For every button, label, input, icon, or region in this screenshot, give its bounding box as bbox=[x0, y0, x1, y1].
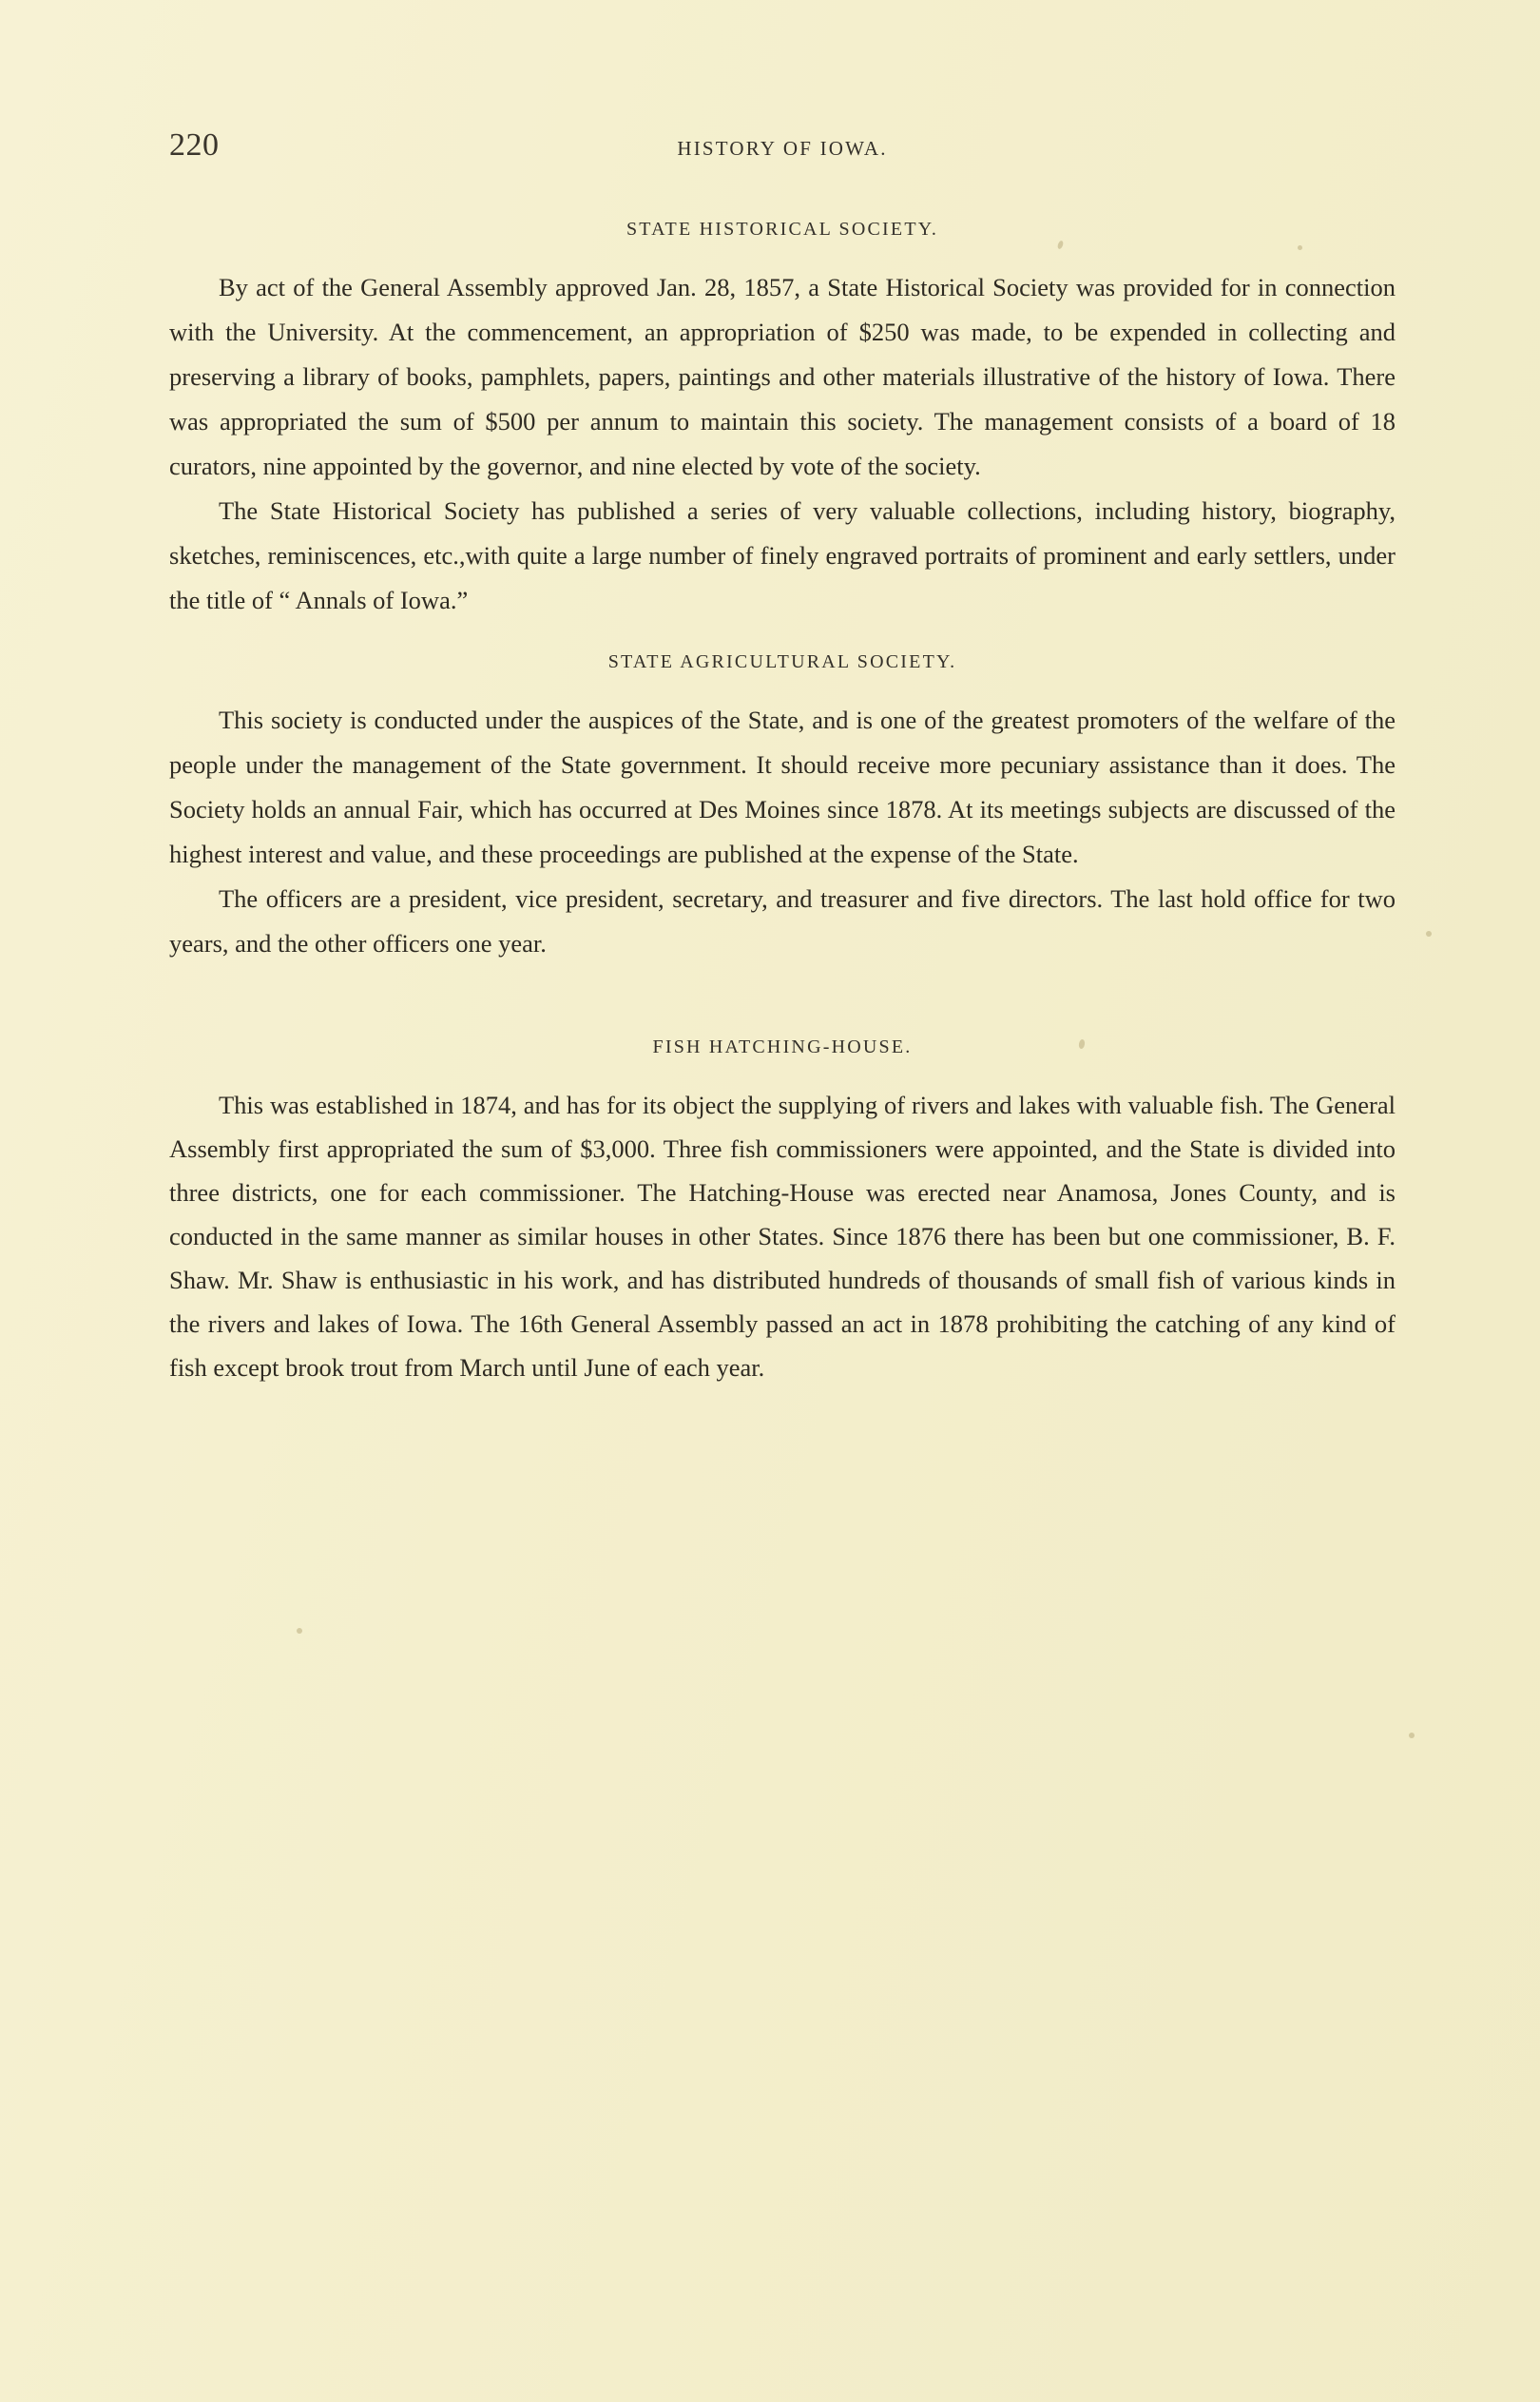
paper-speck bbox=[297, 1628, 302, 1634]
paragraph: The State Historical Society has published a series of very valuable collections, including history, biography, sketches, reminiscences, etc.,with quite a large number of finely engraved portraits of prominent and early settlers, under the title of “ Annals of Iowa.” bbox=[169, 496, 1396, 614]
paper-speck bbox=[1409, 1733, 1415, 1738]
section-heading: FISH HATCHING-HOUSE. bbox=[652, 1036, 913, 1057]
paragraph: This was established in 1874, and has for its object the supplying of rivers and lakes with valuable fish. The General Assembly first appropriated the sum of $3,000. Three fish commissioners were appointed, and the State is divided into three districts, one for each commissioner. The Hatching-House was erected near Anamosa, Jones County, and is conducted in the same manner as similar houses in other States. Since 1876 there has been but one commissioner, B. F. Shaw. Mr. Shaw is enthusiastic in his work, and has distributed hundreds of thousands of small fish of various kinds in the rivers and lakes of Iowa. The 16th General Assembly passed an act in 1878 prohibiting the catching of any kind of fish except brook trout from March until June of each year. bbox=[169, 1091, 1396, 1382]
section-state-historical-society bbox=[169, 219, 1396, 623]
section-state-agricultural-society bbox=[169, 651, 1396, 966]
paragraph: By act of the General Assembly approved Jan. 28, 1857, a State Historical Society was provided for in connection with the University. At the commencement, an appropriation of $250 was made, to be expended in collecting and preserving a library of books, pamphlets, papers, paintings and other materials illustrative of the history of Iowa. There was appropriated the sum of $500 per annum to maintain this society. The management consists of a board of 18 curators, nine appointed by the governor, and nine elected by vote of the society. bbox=[169, 273, 1396, 480]
page-header bbox=[169, 124, 1396, 181]
page-content bbox=[169, 124, 1396, 1389]
paragraph: This society is conducted under the auspices of the State, and is one of the greatest promoters of the welfare of the people under the management of the State government. It should receive more pecuniary assistance than it does. The Society holds an annual Fair, which has occurred at Des Moines since 1878. At its meetings subjects are discussed of the highest interest and value, and these proceedings are published at the expense of the State. bbox=[169, 706, 1396, 868]
paper-speck bbox=[1426, 931, 1432, 937]
section-fish-hatching-house bbox=[169, 1036, 1396, 1389]
section-spacer bbox=[169, 966, 1396, 998]
section-heading: STATE AGRICULTURAL SOCIETY. bbox=[607, 651, 957, 672]
section-heading: STATE HISTORICAL SOCIETY. bbox=[626, 219, 939, 240]
paragraph: The officers are a president, vice president, secretary, and treasurer and five directors. The last hold office for two years, and the other officers one year. bbox=[169, 884, 1396, 958]
page-number: 220 bbox=[169, 127, 220, 163]
running-head: HISTORY OF IOWA. bbox=[677, 137, 888, 160]
